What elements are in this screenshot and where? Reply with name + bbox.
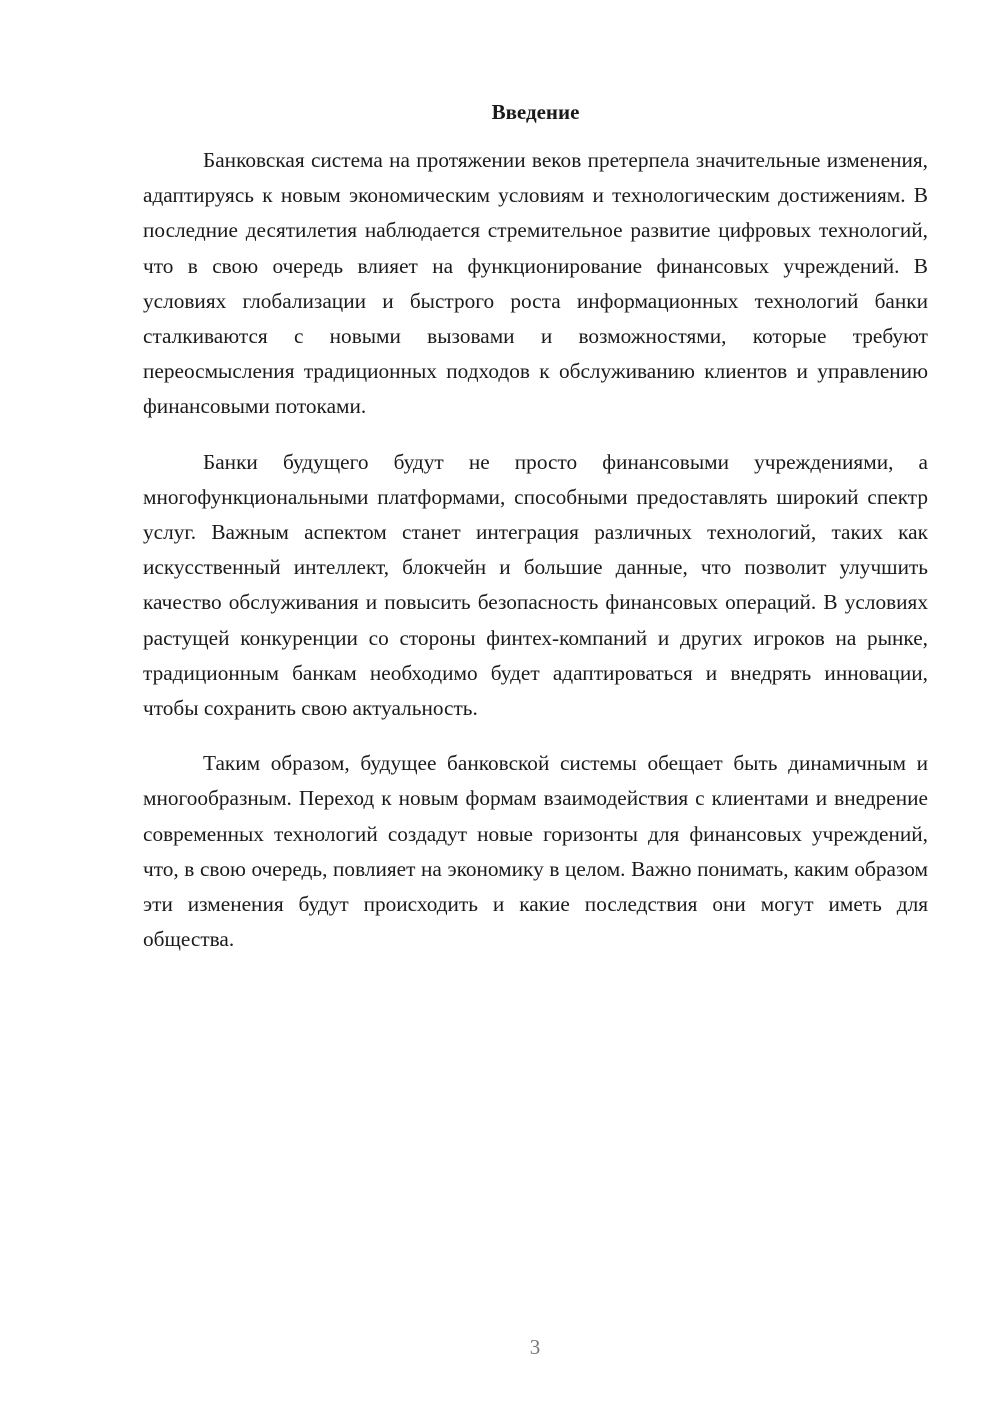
page-heading: Введение: [491, 100, 580, 124]
paragraph-2: Банки будущего будут не просто финансовыми учреждениями, а многофункциональными платформами, способными предоставлять широкий спектр услуг. Важным аспектом станет интеграция различных технологий, таких как искусственный интеллект, блокчейн и большие данные, что позволит улучшить качество обслуживания и повысить безопасность финансовых операций. В условиях растущей конкуренции со стороны финтех-компаний и других игроков на рынке, традиционным банкам необходимо будет адаптироваться и внедрять инновации, чтобы сохранить свою актуальность.: [143, 449, 928, 721]
paragraph-1: Банковская система на протяжении веков претерпела значительные изменения, адаптируясь к новым экономическим условиям и технологическим достижениям. В последние десятилетия наблюдается стремительное развитие цифровых технологий, что в свою очередь влияет на функционирование финансовых учреждений. В условиях глобализации и быстрого роста информационных технологий банки сталкиваются с новыми вызовами и возможностями, которые требуют переосмысления традиционных подходов к обслуживанию клиентов и управлению финансовыми потоками.: [143, 148, 928, 419]
page-number: 3: [529, 1335, 541, 1359]
paragraph-3: Таким образом, будущее банковской системы обещает быть динамичным и многообразным. Переход к новым формам взаимодействия с клиентами и внедрение современных технологий создадут новые горизонты для финансовых учреждений, что, в свою очередь, повлияет на экономику в целом. Важно понимать, каким образом эти изменения будут происходить и какие последствия они могут иметь для общества.: [143, 751, 928, 952]
body-text: [143, 143, 928, 977]
